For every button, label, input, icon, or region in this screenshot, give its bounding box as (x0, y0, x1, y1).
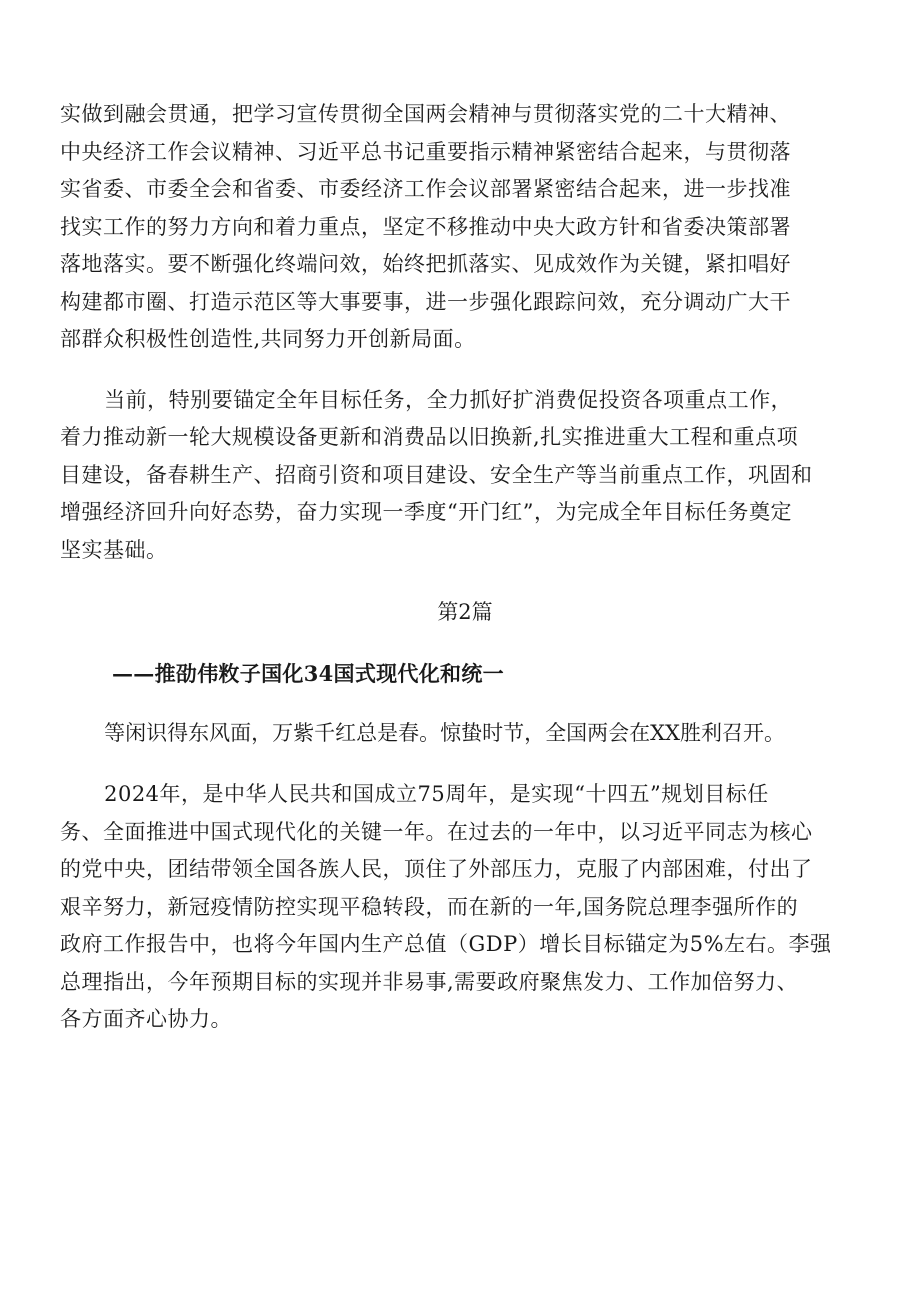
paragraph-2-line: 增强经济回升向好态势，奋力实现一季度“开门红”，为完成全年目标任务奠定 (60, 500, 792, 524)
paragraph-2-line: 当前，特别要锚定全年目标任务，全力抓好扩消费促投资各项重点工作， (104, 387, 793, 412)
paragraph-1-line: 找实工作的努力方向和着力重点，坚定不移推动中央大政方针和省委决策部署 (60, 214, 791, 239)
paragraph-4-line: 总理指出，今年预期目标的实现并非易事,需要政府聚焦发力、工作加倍努力、 (60, 969, 799, 994)
paragraph-2-line: 着力推动新一轮大规模设备更新和消费品以旧换新,扎实推进重大工程和重点项 (60, 425, 799, 449)
paragraph-1 (60, 96, 870, 359)
paragraph-2-line: 坚实基础。 (60, 537, 168, 562)
paragraph-1-line: 实做到融会贯通，把学习宣传贯彻全国两会精神与贯彻落实党的二十大精神、 (60, 102, 791, 126)
paragraph-3: 等闲识得东风面，万紫千红总是春。惊蛰时节，全国两会在XX胜利召开。 (104, 721, 785, 745)
paragraph-4-line: 各方面齐心协力。 (60, 1007, 232, 1031)
paragraph-1-line: 中央经济工作会议精神、习近平总书记重要指示精神紧密结合起来，与贯彻落 (60, 139, 791, 164)
paragraph-4-line: 2024年，是中华人民共和国成立75周年，是实现“十四五”规划目标任 (104, 782, 769, 806)
document-page (60, 96, 870, 1039)
paragraph-4-line: 政府工作报告中，也将今年国内生产总值（GDP）增长目标锚定为5%左右。李强 (60, 932, 832, 956)
paragraph-4 (60, 776, 870, 1039)
paragraph-1-line: 构建都市圈、打造示范区等大事要事，进一步强化跟踪问效，充分调动广大干 (60, 289, 791, 314)
section-subtitle: ——推劭伟敉子国化34国式现代化和统一 (112, 661, 504, 686)
paragraph-1-line: 实省委、市委全会和省委、市委经济工作会议部署紧密结合起来，进一步找准 (60, 177, 791, 201)
paragraph-4-line: 艰辛努力，新冠疫情防控实现平稳转段，而在新的一年,国务院总理李强所作的 (60, 894, 799, 919)
paragraph-2-line: 目建设，备春耕生产、招商引资和项目建设、安全生产等当前重点工作，巩固和 (60, 462, 813, 487)
paragraph-4-line: 务、全面推进中国式现代化的关键一年。在过去的一年中，以习近平同志为核心 (60, 819, 813, 844)
paragraph-1-line: 落地落实。要不断强化终端问效，始终把抓落实、见成效作为关键，紧扣唱好 (60, 252, 791, 276)
section-heading: 第2篇 (437, 600, 493, 624)
paragraph-4-line: 的党中央，团结带领全国各族人民，顶住了外部压力，克服了内部困难，付出了 (60, 857, 813, 881)
paragraph-1-line: 部群众积极性创造性,共同努力开创新局面。 (60, 327, 476, 351)
paragraph-2 (60, 382, 870, 570)
